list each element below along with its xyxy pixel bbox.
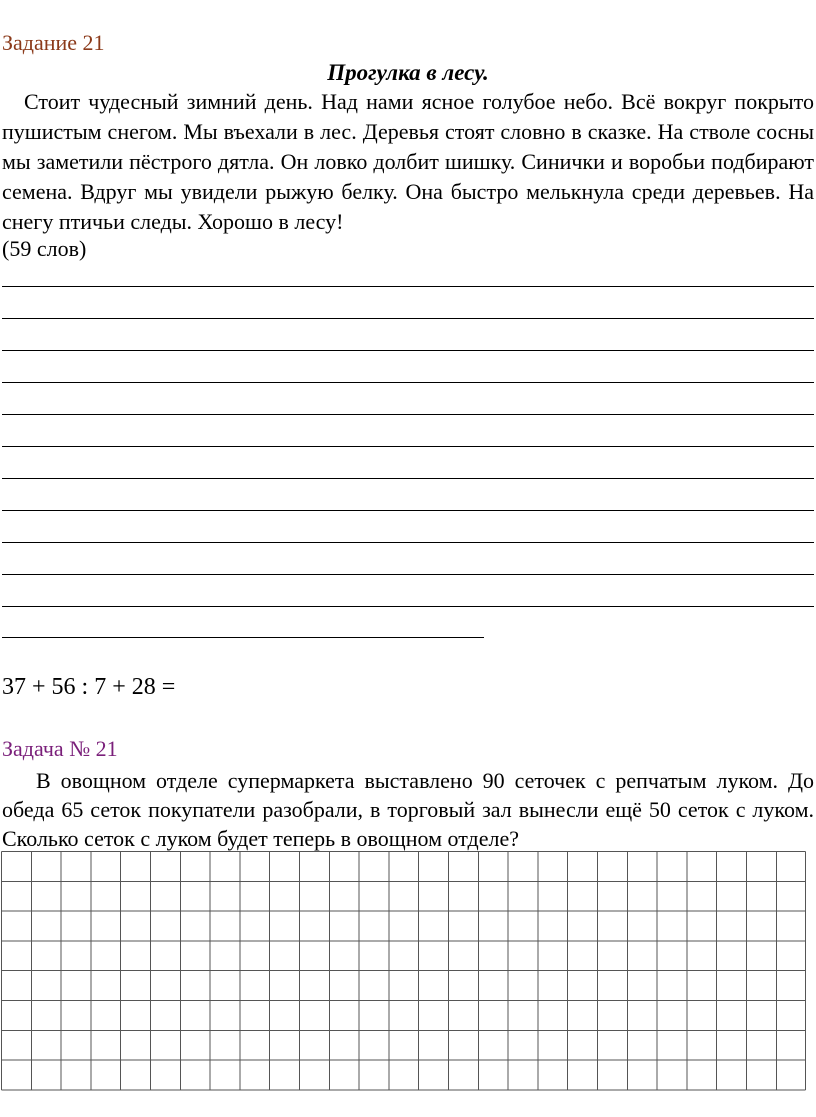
writing-line[interactable] (2, 414, 814, 415)
writing-line[interactable] (2, 478, 814, 479)
writing-line[interactable] (2, 286, 814, 287)
writing-line[interactable] (2, 574, 814, 575)
writing-line[interactable] (2, 318, 814, 319)
writing-line-short[interactable] (2, 637, 484, 638)
writing-line[interactable] (2, 446, 814, 447)
story-text: Стоит чудесный зимний день. Над нами ясное голубое небо. Всё вокруг покрыто пушистым снегом. Мы въехали в лес. Деревья стоят словно в сказке. На стволе сосны мы заметили пёстрого дятла. Он ловко долбит шишку. Синички и воробьи подбирают семена. Вдруг мы увидели рыжую белку. Она быстро мелькнула среди деревьев. На снегу птичьи следы. Хорошо в лесу! (2, 89, 814, 234)
task1-heading: Задание 21 (2, 30, 105, 55)
task2-heading: Задача № 21 (2, 736, 118, 761)
writing-line[interactable] (2, 510, 814, 511)
problem-text: В овощном отделе супермаркета выставлено 90 сеточек с репчатым луком. До обеда 65 сеток покупатели разобрали, в торговый зал вынесли ещё 50 сеток с луком. Сколько сеток с луком будет теперь в овощном отделе? (2, 768, 814, 851)
story-title: Прогулка в лесу. (327, 60, 489, 85)
writing-line[interactable] (2, 606, 814, 607)
word-count: (59 слов) (2, 236, 87, 261)
writing-line[interactable] (2, 350, 814, 351)
math-expression: 37 + 56 : 7 + 28 = (2, 674, 176, 700)
answer-grid[interactable] (1, 851, 806, 1093)
writing-line[interactable] (2, 542, 814, 543)
writing-line[interactable] (2, 382, 814, 383)
grid-lines (2, 852, 806, 1090)
